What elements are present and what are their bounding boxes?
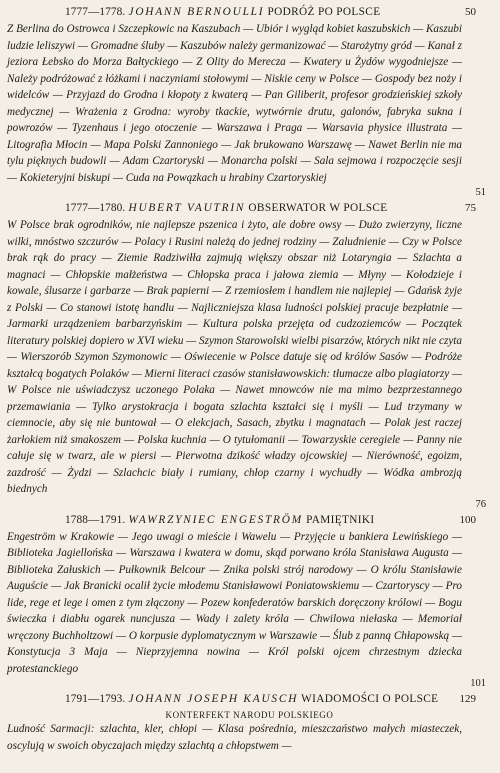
entry-heading (7, 691, 492, 708)
entry-summary: Engeström w Krakowie — Jego uwagi o mieście i Wawelu — Przyjęcie u bankiera Lewińskiego — Biblioteka Jagiellońska — Warszawa i kwatera w domu, skąd porwano króla Stanisława Augusta — Biblioteka Załuskich — Pułkownik Belcour — Znika polski strój narodowy — O królu Stanisławie Auguście — Jak Branicki ocalił życie młodemu Stanisławowi Poniatowskiemu — Czartoryscy — Pro lide, rege et lege i omen z tym złączony — Pozew konfederatów barskich doręczony królowi — Bogu świeczka i diabłu ogarek nuncjusza — Wady i zalety króla — Chwilowa niełaska — Memoriał wręczony Buchholtzowi — O korpusie dyplomatycznym w Warszawie — Ślub z panną Chłapowską — Konstytucja 3 Maja — Nieprzyjemna nowina — Król polski ojcem chrzestnym dziecka protestanckiego (7, 530, 462, 675)
entry-end-page: 76 (475, 498, 486, 510)
entry-author: JOHANN BERNOULLI (128, 6, 265, 18)
toc-entry-engestrom (7, 512, 492, 692)
entry-start-page: 75 (465, 202, 476, 214)
entry-title: PODRÓŻ PO POLSCE (267, 6, 381, 18)
toc-entry-vautrin (7, 200, 492, 512)
entry-dates: 1788—1791. (65, 513, 126, 526)
toc-entry-bernoulli (7, 4, 492, 200)
entry-title: WIADOMOŚCI O POLSCE (301, 693, 439, 705)
entry-summary: Ludność Sarmacji: szlachta, kler, chłopi — Klasa pośrednia, mieszczaństwo małych miasteczek, oscylują w swoich obyczajach między szlachtą a chłopstwem — (7, 723, 462, 752)
toc-entry-kausch (7, 691, 492, 754)
entry-end-page: 51 (475, 187, 486, 198)
entry-author: JOHANN JOSEPH KAUSCH (128, 693, 299, 705)
entry-start-page: 50 (465, 6, 476, 18)
entry-dates: 1791—1793. (65, 693, 126, 705)
entry-heading (7, 200, 492, 217)
entry-summary: W Polsce brak ogrodników, nie najlepsze pszenica i żyto, ale dobre owsy — Dużo zwierzyny, liczne wilki, mnóstwo szczurów — Polacy i Rusini należą do jednej rodziny — Zaludnienie — Czy w Polsce brak rąk do pracy — Ziemie Radziwiłła zajmują większy obszar niż Lotaryngia — Szlachta a magnaci — Chłopskie małżeństwa — Chłopska praca i jałowa ziemia — Młyny — Kołodzieje i kowale, ślusarze i garbarze — Brak papierni — Z rzemiosłem i handlem nie najlepiej — Gdańsk żyje z Polski — Co stanowi istotę handlu — Najliczniejsza klasa ludności polskiej pracuje bezpłatnie — Jarmarki urządzeniem barbarzyńskim — Kultura polska przejęta od cudzoziemców — Początek literatury polskiej dopiero w XVI wieku — Szymon Starowolski wielbi pisarzów, których nikt nie czyta — Wierszorób Szymon Szymonowic — Oświecenie w Polsce datuje się od królów Sasów — Podróże kształcą bogatych Polaków — Mierni literaci czasów stanisławowskich: tłumacze albo plagiatorzy — W Polsce nie uświadczysz uczonego Polaka — Nawet mnowców nie ma mimo bezprzestannego przemawiania — Tylko arystokracja i bogata szlachta kształci się i myśli — Lud trzymany w ciemnocie, aby się nie buntował — O elekcjach, Sasach, zbytku i magnatach — Polak jest raczej żarłokiem niż smakoszem — Polska kuchnia — O tytułomanii — Towarzyskie ceregiele — Panny nie całuje się w twarz, ale w piersi — Pierwotna dzikość władzy ojcowskiej — Nierówność, egoizm, zazdrość — Żydzi — Szlachcic biały i rumiany, chłop czarny i wychudły — Wódka ambrozją biednych (7, 219, 462, 495)
entry-start-page: 129 (459, 693, 476, 705)
entry-author: HUBERT VAUTRIN (128, 202, 246, 214)
entry-title: PAMIĘTNIKI (306, 513, 375, 526)
entry-summary: Z Berlina do Ostrowca i Szczepkowic na Kaszubach — Ubiór i wygląd kobiet kaszubskich — Kaszubi ludzie leliszywi — Gromadne śluby — Kaszubów należy germanizować — Starożytny gród — Kanał z jeziora Łebsko do Morza Bałtyckiego — Z Olity do Merecza — Kwatery u Żydów wygodniejsze — Należy podróżować z łóżkami i naczyniami stołowymi — Niskie ceny w Polsce — Gospody bez noży i widelców — Przyjazd do Grodna i kłopoty z kwaterą — Pan Giliberit, profesor grodzieńskiej szkoły medycznej — Wrażenia z Grodna: wyroby tkackie, wytwórnie drutu, galonów, fabryka sukna i powrozów — Tyzenhaus i jego otoczenie — Warszawa i Praga — Warsavia physice illustrata — Litografia Młocin — Mapa Polski Zannoniego — Jak brukowano Warszawę — Nawet Berlin nie ma tylu pięknych budowli — Adam Czartoryski — Monarcha polski — Sala sejmowa i rozpoczęcie sesji — Kokieteryjni biskupi — Cuda na Powązkach u hrabiny Czartoryskiej (7, 23, 462, 184)
entry-end-page: 101 (470, 678, 486, 689)
entry-dates: 1777—1780. (65, 202, 126, 214)
entry-subtitle: KONTERFEKT NARODU POLSKIEGO (165, 710, 334, 720)
entry-heading (7, 4, 492, 21)
entry-start-page: 100 (459, 513, 476, 526)
entry-title: OBSERWATOR W POLSCE (248, 202, 388, 214)
entry-author: WAWRZYNIEC ENGESTRÖM (128, 513, 303, 526)
entry-heading (7, 512, 492, 529)
entry-dates: 1777—1778. (65, 6, 126, 18)
